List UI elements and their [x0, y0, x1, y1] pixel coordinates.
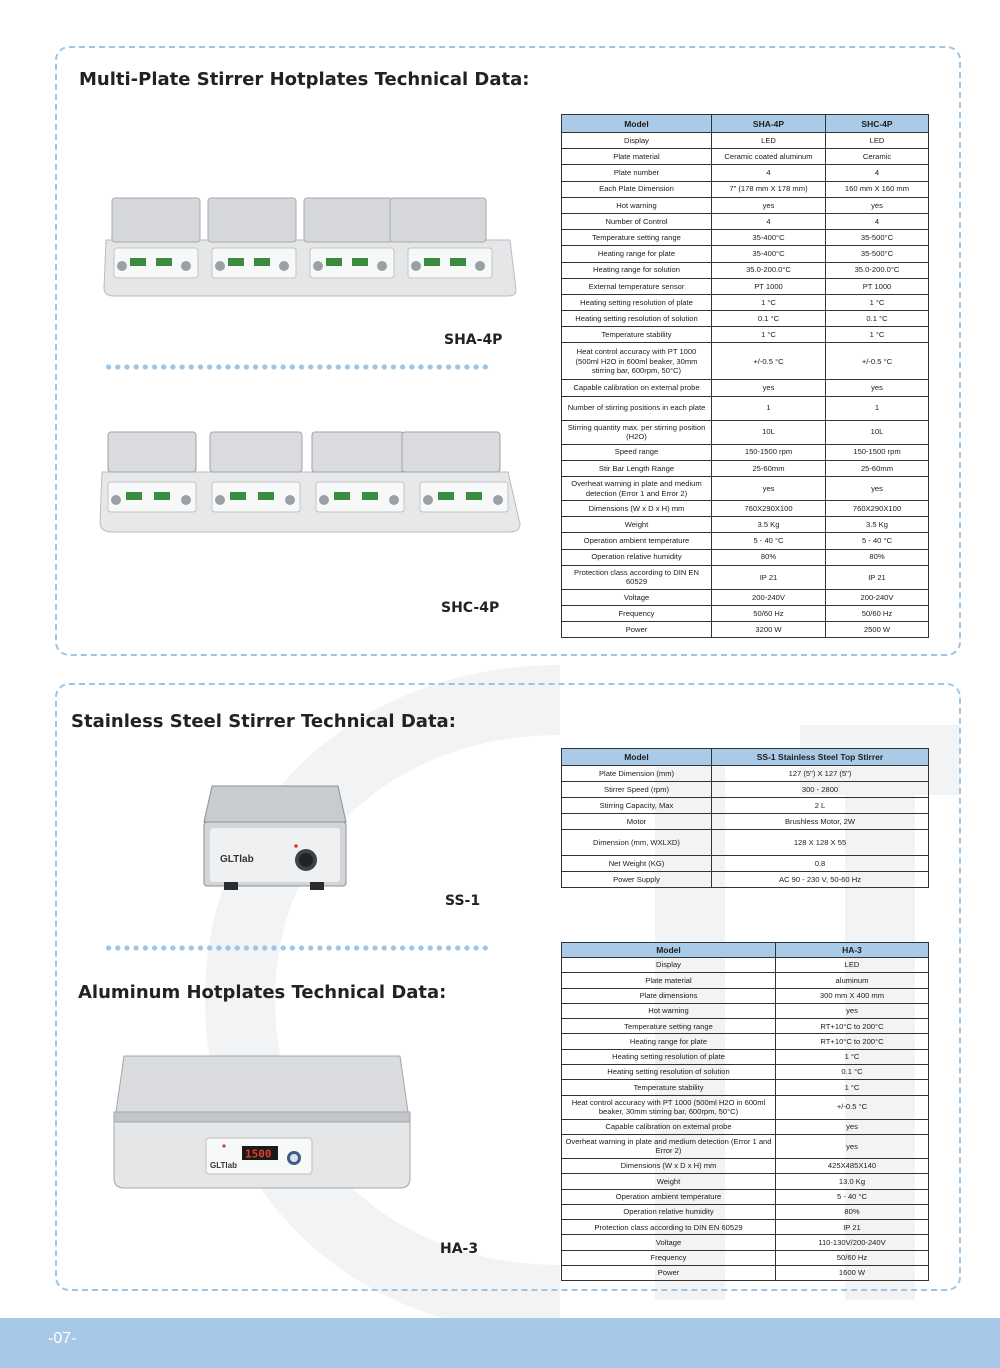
- sha-4p-product-image: [100, 190, 520, 300]
- row-value-cell: 2500 W: [826, 622, 929, 638]
- dotted-divider: [104, 945, 492, 951]
- row-value-cell: 3.5 Kg: [712, 517, 826, 533]
- row-value-cell: Brushless Motor, 2W: [712, 814, 929, 830]
- table-row: [562, 149, 929, 165]
- ss-1-product-image: [200, 782, 350, 894]
- row-label-cell: Capable calibration on external probe: [562, 1119, 776, 1134]
- row-value-cell: 10L: [826, 420, 929, 444]
- ha-3-product-image: [112, 1052, 412, 1192]
- table-row: [562, 230, 929, 246]
- row-value-cell: yes: [826, 477, 929, 501]
- row-label-cell: Overheat warning in plate and medium detection (Error 1 and Error 2): [562, 477, 712, 501]
- row-value-cell: 5 - 40 °C: [776, 1189, 929, 1204]
- row-value-cell: yes: [826, 380, 929, 396]
- row-label-cell: Protection class according to DIN EN 60529: [562, 565, 712, 589]
- row-value-cell: 13.0 Kg: [776, 1174, 929, 1189]
- table-row: [562, 830, 929, 856]
- dotted-divider: [104, 364, 492, 370]
- table-row: [562, 782, 929, 798]
- row-value-cell: 80%: [776, 1204, 929, 1219]
- row-value-cell: 1 °C: [712, 294, 826, 310]
- row-value-cell: 1 °C: [712, 327, 826, 343]
- row-value-cell: 4: [826, 213, 929, 229]
- table-row: [562, 766, 929, 782]
- row-value-cell: 50/60 Hz: [776, 1250, 929, 1265]
- row-value-cell: 1: [712, 396, 826, 420]
- row-value-cell: 0.8: [712, 856, 929, 872]
- row-value-cell: 35.0-200.0°C: [712, 262, 826, 278]
- table-row: [562, 958, 929, 973]
- row-label-cell: Heating range for plate: [562, 246, 712, 262]
- table-row: [562, 798, 929, 814]
- table-row: [562, 246, 929, 262]
- table-header-row: [562, 749, 929, 766]
- table-row: [562, 1235, 929, 1250]
- table-row: [562, 278, 929, 294]
- row-label-cell: Temperature setting range: [562, 230, 712, 246]
- section-title-stainless-stirrer: Stainless Steel Stirrer Technical Data:: [71, 711, 456, 732]
- row-value-cell: LED: [826, 133, 929, 149]
- row-label-cell: Operation ambient temperature: [562, 1189, 776, 1204]
- table-header-row: [562, 943, 929, 958]
- row-label-cell: Capable calibration on external probe: [562, 380, 712, 396]
- header-cell: SHC-4P: [826, 115, 929, 133]
- row-value-cell: 10L: [712, 420, 826, 444]
- row-label-cell: Operation relative humidity: [562, 549, 712, 565]
- row-value-cell: 0.1 °C: [712, 311, 826, 327]
- row-value-cell: 760X290X100: [712, 501, 826, 517]
- row-value-cell: 300 - 2800: [712, 782, 929, 798]
- row-value-cell: yes: [776, 1134, 929, 1158]
- row-value-cell: IP 21: [712, 565, 826, 589]
- row-value-cell: AC 90 - 230 V, 50-60 Hz: [712, 872, 929, 888]
- ss-1-brand-text: GLTlab: [220, 854, 254, 865]
- row-value-cell: 35-500°C: [826, 246, 929, 262]
- row-value-cell: 80%: [826, 549, 929, 565]
- row-label-cell: Operation relative humidity: [562, 1204, 776, 1219]
- aluminum-hotplate-spec-table: [561, 942, 929, 1281]
- header-cell: Model: [562, 115, 712, 133]
- header-cell: Model: [562, 943, 776, 958]
- table-row: [562, 1049, 929, 1064]
- table-row: [562, 343, 929, 380]
- row-label-cell: Voltage: [562, 589, 712, 605]
- table-row: [562, 1119, 929, 1134]
- table-row: [562, 517, 929, 533]
- table-row: [562, 988, 929, 1003]
- row-label-cell: Plate material: [562, 149, 712, 165]
- table-row: [562, 622, 929, 638]
- row-value-cell: 0.1 °C: [826, 311, 929, 327]
- shc-4p-product-image: [98, 428, 524, 534]
- multi-plate-spec-table: [561, 114, 929, 638]
- table-row: [562, 501, 929, 517]
- row-value-cell: yes: [826, 197, 929, 213]
- row-value-cell: yes: [712, 477, 826, 501]
- row-value-cell: 35-400°C: [712, 230, 826, 246]
- table-row: [562, 213, 929, 229]
- row-label-cell: Hot warning: [562, 1003, 776, 1018]
- model-label-sha-4p: SHA-4P: [444, 332, 503, 348]
- row-label-cell: Motor: [562, 814, 712, 830]
- row-label-cell: Temperature stability: [562, 1080, 776, 1095]
- table-row: [562, 460, 929, 476]
- table-header-row: [562, 115, 929, 133]
- row-label-cell: Speed range: [562, 444, 712, 460]
- row-label-cell: Operation ambient temperature: [562, 533, 712, 549]
- row-value-cell: 4: [826, 165, 929, 181]
- row-value-cell: 160 mm X 160 mm: [826, 181, 929, 197]
- row-value-cell: IP 21: [826, 565, 929, 589]
- table-row: [562, 1019, 929, 1034]
- row-label-cell: Overheat warning in plate and medium detection (Error 1 and Error 2): [562, 1134, 776, 1158]
- row-label-cell: Dimensions (W x D x H) mm: [562, 1158, 776, 1173]
- table-row: [562, 1034, 929, 1049]
- row-value-cell: yes: [712, 197, 826, 213]
- page-number: -07-: [48, 1330, 77, 1347]
- row-value-cell: 1 °C: [826, 294, 929, 310]
- row-value-cell: IP 21: [776, 1220, 929, 1235]
- row-value-cell: 200-240V: [826, 589, 929, 605]
- row-value-cell: 2 L: [712, 798, 929, 814]
- table-row: [562, 1189, 929, 1204]
- row-value-cell: 425X485X140: [776, 1158, 929, 1173]
- table-row: [562, 1266, 929, 1281]
- row-label-cell: Heat control accuracy with PT 1000 (500ml H2O in 600ml beaker, 30mm stirring bar, 600rpm, 50°C): [562, 343, 712, 380]
- row-label-cell: Frequency: [562, 605, 712, 621]
- table-row: [562, 533, 929, 549]
- row-label-cell: Stirring quantity max. per stirring position (H2O): [562, 420, 712, 444]
- row-value-cell: 50/60 Hz: [712, 605, 826, 621]
- row-label-cell: Plate number: [562, 165, 712, 181]
- row-value-cell: +/-0.5 °C: [712, 343, 826, 380]
- row-value-cell: Ceramic coated aluminum: [712, 149, 826, 165]
- row-label-cell: Voltage: [562, 1235, 776, 1250]
- table-row: [562, 477, 929, 501]
- model-label-shc-4p: SHC-4P: [441, 600, 500, 616]
- row-value-cell: 1 °C: [826, 327, 929, 343]
- header-cell: SS-1 Stainless Steel Top Stirrer: [712, 749, 929, 766]
- row-value-cell: +/-0.5 °C: [776, 1095, 929, 1119]
- row-value-cell: Ceramic: [826, 149, 929, 165]
- table-row: [562, 1250, 929, 1265]
- row-value-cell: 35-500°C: [826, 230, 929, 246]
- row-value-cell: 1600 W: [776, 1266, 929, 1281]
- row-value-cell: 35.0-200.0°C: [826, 262, 929, 278]
- table-row: [562, 565, 929, 589]
- row-label-cell: External temperature sensor: [562, 278, 712, 294]
- row-value-cell: yes: [776, 1003, 929, 1018]
- table-row: [562, 1065, 929, 1080]
- table-row: [562, 814, 929, 830]
- row-label-cell: Frequency: [562, 1250, 776, 1265]
- table-row: [562, 396, 929, 420]
- row-label-cell: Display: [562, 958, 776, 973]
- row-value-cell: 5 - 40 °C: [712, 533, 826, 549]
- row-label-cell: Stirring Capacity, Max: [562, 798, 712, 814]
- row-label-cell: Stir Bar Length Range: [562, 460, 712, 476]
- row-label-cell: Heating setting resolution of plate: [562, 294, 712, 310]
- row-label-cell: Power: [562, 1266, 776, 1281]
- row-value-cell: 50/60 Hz: [826, 605, 929, 621]
- row-label-cell: Each Plate Dimension: [562, 181, 712, 197]
- row-label-cell: Heating range for solution: [562, 262, 712, 278]
- table-row: [562, 262, 929, 278]
- row-value-cell: 5 - 40 °C: [826, 533, 929, 549]
- row-label-cell: Hot warning: [562, 197, 712, 213]
- model-label-ss-1: SS-1: [445, 893, 481, 909]
- table-row: [562, 856, 929, 872]
- row-value-cell: 150-1500 rpm: [712, 444, 826, 460]
- table-row: [562, 181, 929, 197]
- footer-bar: [0, 1318, 1000, 1368]
- row-value-cell: 128 X 128 X 55: [712, 830, 929, 856]
- row-value-cell: 7" (178 mm X 178 mm): [712, 181, 826, 197]
- header-cell: HA-3: [776, 943, 929, 958]
- row-value-cell: 110-130V/200-240V: [776, 1235, 929, 1250]
- table-row: [562, 1003, 929, 1018]
- row-label-cell: Protection class according to DIN EN 60529: [562, 1220, 776, 1235]
- row-label-cell: Power: [562, 622, 712, 638]
- row-value-cell: LED: [712, 133, 826, 149]
- table-row: [562, 311, 929, 327]
- row-label-cell: Heat control accuracy with PT 1000 (500ml H2O in 600ml beaker, 30mm stirring bar, 600rpm, 50°C): [562, 1095, 776, 1119]
- row-value-cell: 4: [712, 165, 826, 181]
- row-label-cell: Power Supply: [562, 872, 712, 888]
- table-row: [562, 327, 929, 343]
- table-row: [562, 420, 929, 444]
- row-label-cell: Temperature stability: [562, 327, 712, 343]
- row-label-cell: Plate dimensions: [562, 988, 776, 1003]
- table-row: [562, 444, 929, 460]
- table-row: [562, 872, 929, 888]
- row-label-cell: Number of stirring positions in each plate: [562, 396, 712, 420]
- section-title-aluminum-hotplates: Aluminum Hotplates Technical Data:: [78, 982, 447, 1003]
- table-row: [562, 1080, 929, 1095]
- table-row: [562, 133, 929, 149]
- header-cell: Model: [562, 749, 712, 766]
- model-label-ha-3: HA-3: [440, 1241, 479, 1257]
- row-value-cell: aluminum: [776, 973, 929, 988]
- table-row: [562, 294, 929, 310]
- row-value-cell: 1: [826, 396, 929, 420]
- row-value-cell: 760X290X100: [826, 501, 929, 517]
- table-row: [562, 1158, 929, 1173]
- table-row: [562, 1220, 929, 1235]
- row-label-cell: Dimension (mm, WXLXD): [562, 830, 712, 856]
- row-label-cell: Heating setting resolution of solution: [562, 311, 712, 327]
- row-value-cell: yes: [776, 1119, 929, 1134]
- table-row: [562, 973, 929, 988]
- row-label-cell: Number of Control: [562, 213, 712, 229]
- row-value-cell: 150-1500 rpm: [826, 444, 929, 460]
- row-value-cell: 0.1 °C: [776, 1065, 929, 1080]
- row-value-cell: PT 1000: [712, 278, 826, 294]
- row-value-cell: 25-60mm: [712, 460, 826, 476]
- row-value-cell: yes: [712, 380, 826, 396]
- row-label-cell: Heating setting resolution of solution: [562, 1065, 776, 1080]
- ha-3-display-reading: 1500: [245, 1147, 272, 1161]
- row-value-cell: PT 1000: [826, 278, 929, 294]
- row-value-cell: 3.5 Kg: [826, 517, 929, 533]
- stainless-stirrer-spec-table: [561, 748, 929, 888]
- row-value-cell: 1 °C: [776, 1049, 929, 1064]
- table-row: [562, 165, 929, 181]
- row-value-cell: 1 °C: [776, 1080, 929, 1095]
- row-value-cell: 80%: [712, 549, 826, 565]
- row-label-cell: Stirrer Speed (rpm): [562, 782, 712, 798]
- row-label-cell: Plate Dimension (mm): [562, 766, 712, 782]
- table-row: [562, 589, 929, 605]
- table-row: [562, 1134, 929, 1158]
- section-title-multi-plate: Multi-Plate Stirrer Hotplates Technical Data:: [79, 69, 530, 90]
- table-row: [562, 605, 929, 621]
- row-label-cell: Plate material: [562, 973, 776, 988]
- table-row: [562, 380, 929, 396]
- table-row: [562, 549, 929, 565]
- row-value-cell: 200-240V: [712, 589, 826, 605]
- row-label-cell: Weight: [562, 517, 712, 533]
- table-row: [562, 197, 929, 213]
- row-label-cell: Dimensions (W x D x H) mm: [562, 501, 712, 517]
- row-label-cell: Heating setting resolution of plate: [562, 1049, 776, 1064]
- row-value-cell: LED: [776, 958, 929, 973]
- row-label-cell: Temperature setting range: [562, 1019, 776, 1034]
- row-label-cell: Net Weight (KG): [562, 856, 712, 872]
- table-row: [562, 1095, 929, 1119]
- row-label-cell: Weight: [562, 1174, 776, 1189]
- row-value-cell: 127 (5") X 127 (5"): [712, 766, 929, 782]
- table-row: [562, 1174, 929, 1189]
- header-cell: SHA-4P: [712, 115, 826, 133]
- ha-3-brand-text: GLTlab: [210, 1161, 237, 1170]
- row-value-cell: 300 mm X 400 mm: [776, 988, 929, 1003]
- row-value-cell: RT+10°C to 200°C: [776, 1019, 929, 1034]
- row-label-cell: Heating range for plate: [562, 1034, 776, 1049]
- row-value-cell: +/-0.5 °C: [826, 343, 929, 380]
- row-value-cell: 35-400°C: [712, 246, 826, 262]
- row-value-cell: 4: [712, 213, 826, 229]
- row-value-cell: 25-60mm: [826, 460, 929, 476]
- row-label-cell: Display: [562, 133, 712, 149]
- table-row: [562, 1204, 929, 1219]
- row-value-cell: 3200 W: [712, 622, 826, 638]
- row-value-cell: RT+10°C to 200°C: [776, 1034, 929, 1049]
